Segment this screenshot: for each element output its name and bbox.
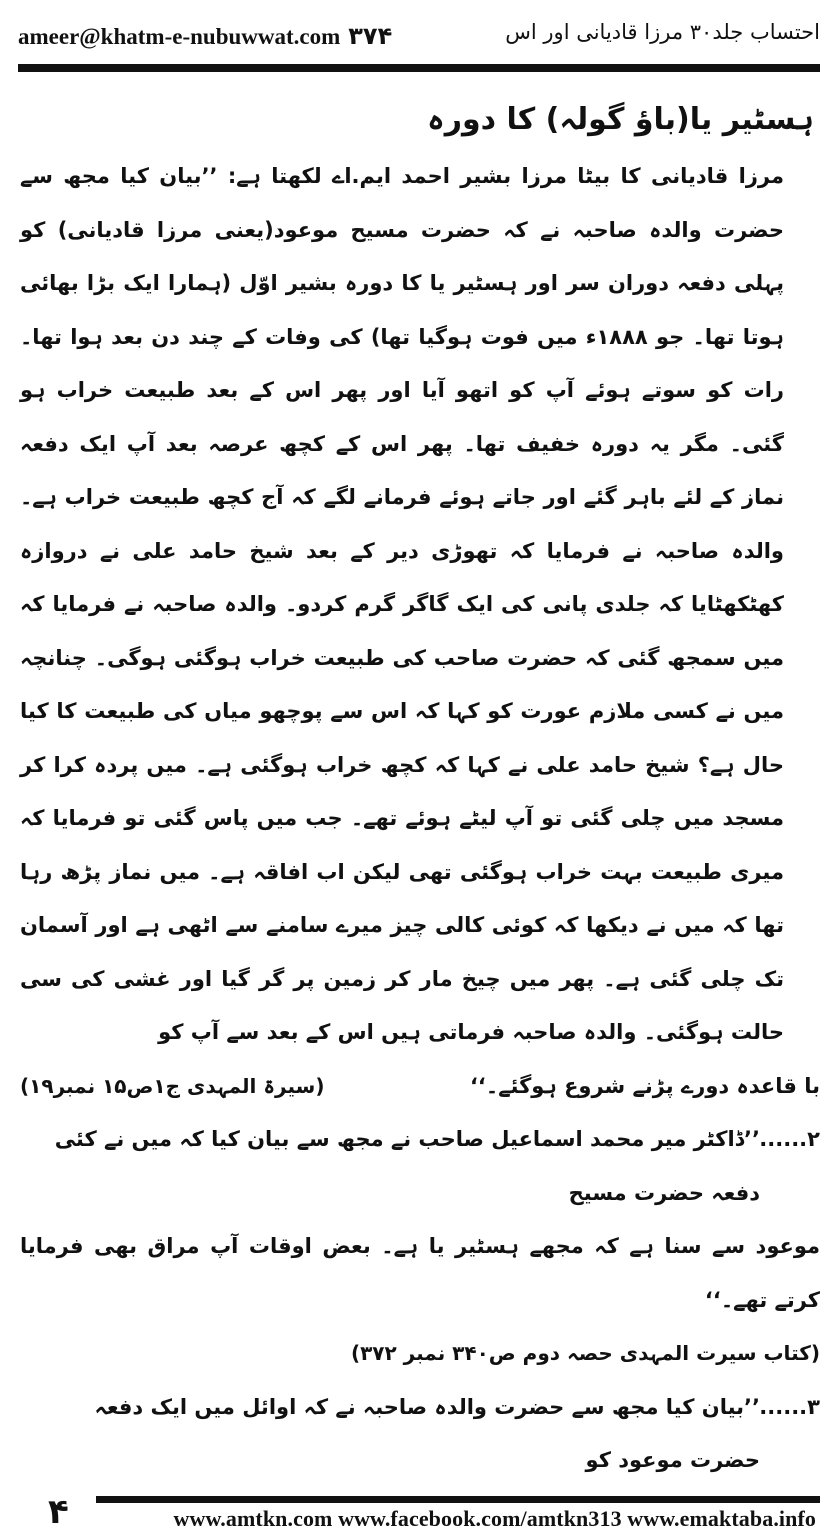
header-left xyxy=(18,22,392,50)
paragraph-1-reference: (سیرۃ المہدی ج۱ص۱۵ نمبر۱۹) xyxy=(20,1073,325,1098)
footer-links: www.amtkn.com www.facebook.com/amtkn313 www.emaktaba.info xyxy=(173,1506,816,1531)
footer-page-number: ۴ xyxy=(48,1492,69,1532)
header-email: ameer@khatm-e-nubuwwat.com xyxy=(18,24,341,49)
item-3 xyxy=(20,1381,820,1488)
paragraph-1-ending xyxy=(20,1060,820,1114)
item-2-number: ۲...... xyxy=(759,1127,820,1151)
item-2-reference: (کتاب سیرت المہدی حصہ دوم ص۳۴۰ نمبر ۳۷۲) xyxy=(350,1341,820,1365)
paragraph-1: مرزا قادیانی کا بیٹا مرزا بشیر احمد ایم.اے لکھتا ہے: ’’بیان کیا مجھ سے حضرت والدہ صاحبہ نے کہ حضرت مسیح موعود(یعنی مرزا قادیانی) کو پہلی دفعہ دوران سر اور ہسٹیر یا کا دورہ بشیر اوّل (ہمارا ایک بڑا بھائی ہوتا تھا۔ جو ۱۸۸۸ء میں فوت ہوگیا تھا) کی وفات کے چند دن بعد ہوا تھا۔ رات کو سوتے ہوئے آپ کو اتھو آیا اور پھر اس کے بعد طبیعت خراب ہو گئی۔ مگر یہ دورہ خفیف تھا۔ پھر اس کے کچھ عرصہ بعد آپ ایک دفعہ نماز کے لئے باہر گئے اور جاتے ہوئے فرمانے لگے کہ آج کچھ طبیعت خراب ہے۔ والدہ صاحبہ نے فرمایا کہ تھوڑی دیر کے بعد شیخ حامد علی نے دروازہ کھٹکھٹایا کہ جلدی پانی کی ایک گاگر گرم کردو۔ والدہ صاحبہ نے فرمایا کہ میں سمجھ گئی کہ حضرت صاحب کی طبیعت خراب ہوگئی ہوگی۔ چنانچہ میں نے کسی ملازم عورت کو کہا کہ اس سے پوچھو میاں کی طبیعت کا کیا حال ہے؟ شیخ حامد علی نے کہا کہ کچھ خراب ہوگئی ہے۔ میں پردہ کرا کر مسجد میں چلی گئی تو آپ لیٹے ہوئے تھے۔ جب میں پاس گئی تو فرمایا کہ میری طبیعت بہت خراب ہوگئی تھی لیکن اب افاقہ ہے۔ میں نماز پڑھ رہا تھا کہ میں نے دیکھا کہ کوئی کالی چیز میرے سامنے سے اٹھی ہے اور آسمان تک چلی گئی ہے۔ پھر میں چیخ مار کر زمین پر گر گیا اور غشی کی سی حالت ہوگئی۔ والدہ صاحبہ فرماتی ہیں اس کے بعد سے آپ کو xyxy=(20,164,784,1044)
section-heading: ہسٹیر یا(باؤ گولہ) کا دورہ xyxy=(427,102,814,137)
item-2-text: ’’ڈاکٹر میر محمد اسماعیل صاحب نے مجھ سے بیان کیا کہ میں نے کئی دفعہ حضرت مسیح xyxy=(54,1127,760,1205)
footer-rule xyxy=(96,1496,820,1503)
paragraph-1-end-text: با قاعدہ دورے پڑنے شروع ہوگئے۔‘‘ xyxy=(469,1073,820,1098)
page-footer xyxy=(0,1488,840,1540)
page-body xyxy=(20,90,820,1488)
item-2-reference-row xyxy=(20,1327,820,1381)
header-page-number: ۳۷۴ xyxy=(348,22,393,50)
item-3-text: ’’بیان کیا مجھ سے حضرت والدہ صاحبہ نے کہ اوائل میں ایک دفعہ حضرت موعود کو xyxy=(94,1394,760,1472)
header-book-title: احتساب جلد۳۰ مرزا قادیانی اور اس xyxy=(505,20,820,44)
item-3-number: ۳...... xyxy=(759,1394,820,1419)
item-2-continuation: موعود سے سنا ہے کہ مجھے ہسٹیر یا ہے۔ بعض اوقات آپ مراق بھی فرمایا کرتے تھے۔‘‘ xyxy=(20,1234,820,1312)
item-2 xyxy=(20,1113,820,1220)
page-header xyxy=(18,14,820,58)
header-rule xyxy=(18,64,820,72)
